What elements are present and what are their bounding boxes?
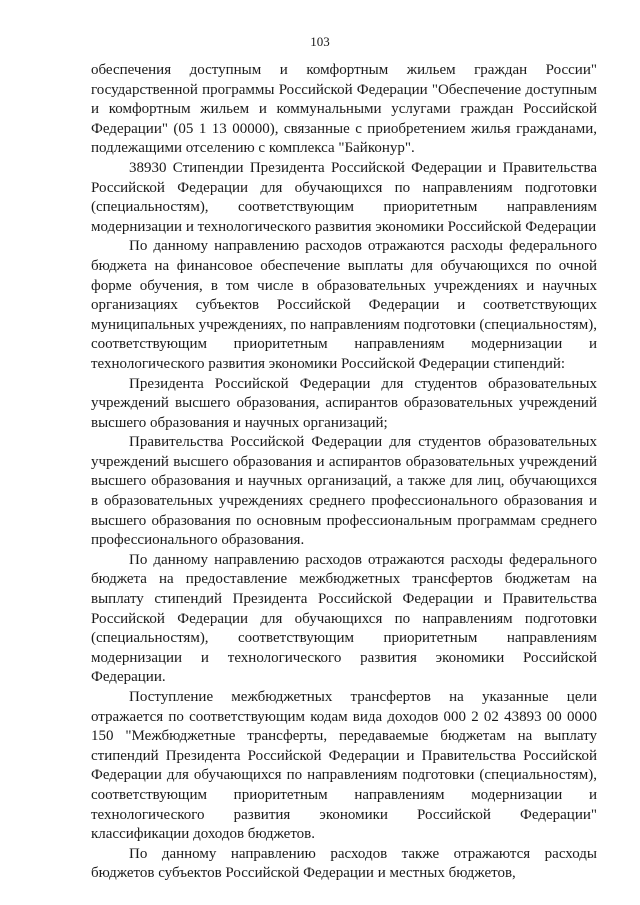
paragraph-government-stipends: Правительства Российской Федерации для студентов образовательных учреждений высшего образования и аспирантов образовательных учреждений высшего образования и научных организаций, а также для лиц, обучающихся в образовательных учреждениях среднего профессионального образования и высшего образования по основным профессиональным программам среднего профессионального образования. — [91, 434, 597, 549]
paragraph-president-stipends: Президента Российской Федерации для студентов образовательных учреждений высшего образования, аспирантов образовательных учреждений высшего образования и научных организаций; — [91, 375, 597, 431]
paragraph-revenue-codes: Поступление межбюджетных трансфертов на указанные цели отражается по соответствующим кодам вида доходов 000 2 02 43893 00 0000 150 "Межбюджетные трансферты, передаваемые бюджетам на выплату стипендий Президента Российской Федерации и Правительства Российской Федерации для обучающихся по направлениям подготовки (специальностям), соответствующим приоритетным направлениям модернизации и технологического развития экономики Российской Федерации" классификации доходов бюджетов. — [91, 689, 597, 843]
page-number: 103 — [310, 34, 330, 49]
paragraph-heading-38930: 38930 Стипендии Президента Российской Федерации и Правительства Российской Федерации для обучающихся по направлениям подготовки (специальностям), соответствующим приоритетным направлениям модернизации и технологического развития экономики Российской Федерации — [91, 159, 597, 235]
paragraph-regional-budgets: По данному направлению расходов также отражаются расходы бюджетов субъектов Российской Федерации и местных бюджетов, — [91, 845, 597, 882]
paragraph-interbudget-transfers: По данному направлению расходов отражаются расходы федерального бюджета на предоставление межбюджетных трансфертов бюджетам на выплату стипендий Президента Российской Федерации и Правительства Российской Федерации для обучающихся по направлениям подготовки (специальностям), соответствующим приоритетным направлениям модернизации и технологического развития экономики Российской Федерации. — [91, 551, 597, 686]
paragraph-housing-continuation: обеспечения доступным и комфортным жильем граждан России" государственной программы Российской Федерации "Обеспечение доступным и комфортным жильем и коммунальными услугами граждан Российской Федерации" (05 1 13 00000), связанные с приобретением жилья гражданами, подлежащими отселению с комплекса "Байконур". — [91, 62, 597, 157]
paragraph-federal-expenses: По данному направлению расходов отражаются расходы федерального бюджета на финансовое обеспечение выплаты для обучающихся по очной форме обучения, в том числе в образовательных учреждениях и научных организациях субъектов Российской Федерации и соответствующих муниципальных учреждениях, по направлениям подготовки (специальностям), соответствующим приоритетным направлениям модернизации и технологического развития экономики Российской Федерации стипендий: — [91, 238, 597, 372]
document-body — [91, 61, 597, 884]
